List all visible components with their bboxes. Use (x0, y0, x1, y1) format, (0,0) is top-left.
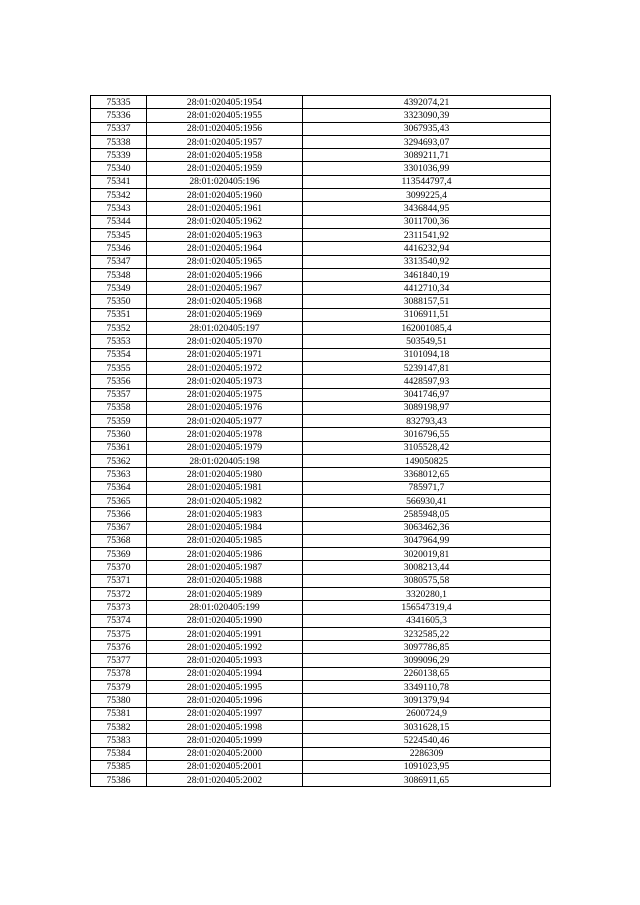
row-number-cell: 75360 (91, 428, 147, 441)
table-row (91, 534, 551, 547)
row-number-cell: 75352 (91, 322, 147, 335)
row-number-cell: 75371 (91, 574, 147, 587)
cadastral-number-cell: 28:01:020405:1975 (147, 388, 303, 401)
table-row (91, 601, 551, 614)
value-cell: 785971,7 (303, 481, 551, 494)
cadastral-number-cell: 28:01:020405:1969 (147, 308, 303, 321)
cadastral-number-cell: 28:01:020405:2002 (147, 774, 303, 787)
value-cell: 4416232,94 (303, 242, 551, 255)
value-cell: 162001085,4 (303, 322, 551, 335)
value-cell: 156547319,4 (303, 601, 551, 614)
table-row (91, 135, 551, 148)
value-cell: 3294693,07 (303, 135, 551, 148)
cadastral-number-cell: 28:01:020405:196 (147, 175, 303, 188)
cadastral-number-cell: 28:01:020405:1973 (147, 375, 303, 388)
table-row (91, 96, 551, 109)
cadastral-number-cell: 28:01:020405:2001 (147, 760, 303, 773)
cadastral-number-cell: 28:01:020405:1999 (147, 734, 303, 747)
table-row (91, 734, 551, 747)
table-row (91, 335, 551, 348)
value-cell: 4392074,21 (303, 96, 551, 109)
row-number-cell: 75382 (91, 720, 147, 733)
table-row (91, 375, 551, 388)
cadastral-number-cell: 28:01:020405:1968 (147, 295, 303, 308)
cadastral-number-cell: 28:01:020405:1966 (147, 268, 303, 281)
value-cell: 832793,43 (303, 415, 551, 428)
value-cell: 3232585,22 (303, 627, 551, 640)
value-cell: 2260138,65 (303, 667, 551, 680)
row-number-cell: 75359 (91, 415, 147, 428)
cadastral-number-cell: 28:01:020405:1958 (147, 149, 303, 162)
cadastral-number-cell: 28:01:020405:1960 (147, 189, 303, 202)
value-cell: 3063462,36 (303, 521, 551, 534)
table-row (91, 175, 551, 188)
row-number-cell: 75370 (91, 561, 147, 574)
value-cell: 3008213,44 (303, 561, 551, 574)
table-body (91, 96, 551, 787)
table-row (91, 548, 551, 561)
row-number-cell: 75342 (91, 189, 147, 202)
cadastral-number-cell: 28:01:020405:1983 (147, 508, 303, 521)
value-cell: 3089211,71 (303, 149, 551, 162)
table-row (91, 228, 551, 241)
value-cell: 3016796,55 (303, 428, 551, 441)
row-number-cell: 75366 (91, 508, 147, 521)
value-cell: 3086911,65 (303, 774, 551, 787)
cadastral-number-cell: 28:01:020405:198 (147, 455, 303, 468)
cadastral-value-table (90, 95, 551, 787)
table-row (91, 189, 551, 202)
cadastral-number-cell: 28:01:020405:199 (147, 601, 303, 614)
row-number-cell: 75335 (91, 96, 147, 109)
cadastral-number-cell: 28:01:020405:1976 (147, 401, 303, 414)
table-row (91, 268, 551, 281)
row-number-cell: 75384 (91, 747, 147, 760)
value-cell: 3088157,51 (303, 295, 551, 308)
value-cell: 3097786,85 (303, 641, 551, 654)
cadastral-number-cell: 28:01:020405:1996 (147, 694, 303, 707)
value-cell: 3020019,81 (303, 548, 551, 561)
row-number-cell: 75339 (91, 149, 147, 162)
table-row (91, 162, 551, 175)
cadastral-number-cell: 28:01:020405:1961 (147, 202, 303, 215)
table-row (91, 255, 551, 268)
table-row (91, 720, 551, 733)
table-row (91, 322, 551, 335)
table-row (91, 282, 551, 295)
cadastral-number-cell: 28:01:020405:1986 (147, 548, 303, 561)
table-row (91, 481, 551, 494)
value-cell: 3323090,39 (303, 109, 551, 122)
table-row (91, 202, 551, 215)
row-number-cell: 75361 (91, 441, 147, 454)
row-number-cell: 75338 (91, 135, 147, 148)
row-number-cell: 75348 (91, 268, 147, 281)
value-cell: 3099225,4 (303, 189, 551, 202)
cadastral-number-cell: 28:01:020405:1988 (147, 574, 303, 587)
table-row (91, 508, 551, 521)
table-row (91, 494, 551, 507)
value-cell: 4341605,3 (303, 614, 551, 627)
row-number-cell: 75378 (91, 667, 147, 680)
row-number-cell: 75376 (91, 641, 147, 654)
cadastral-number-cell: 28:01:020405:1991 (147, 627, 303, 640)
row-number-cell: 75353 (91, 335, 147, 348)
table-row (91, 388, 551, 401)
cadastral-number-cell: 28:01:020405:1980 (147, 468, 303, 481)
table-row (91, 760, 551, 773)
table-row (91, 215, 551, 228)
row-number-cell: 75385 (91, 760, 147, 773)
cadastral-number-cell: 28:01:020405:1954 (147, 96, 303, 109)
cadastral-number-cell: 28:01:020405:1997 (147, 707, 303, 720)
cadastral-number-cell: 28:01:020405:1989 (147, 587, 303, 600)
row-number-cell: 75362 (91, 455, 147, 468)
row-number-cell: 75379 (91, 681, 147, 694)
row-number-cell: 75337 (91, 122, 147, 135)
value-cell: 3031628,15 (303, 720, 551, 733)
cadastral-number-cell: 28:01:020405:1972 (147, 361, 303, 374)
table-row (91, 654, 551, 667)
row-number-cell: 75343 (91, 202, 147, 215)
row-number-cell: 75375 (91, 627, 147, 640)
table-row (91, 521, 551, 534)
row-number-cell: 75341 (91, 175, 147, 188)
table-row (91, 295, 551, 308)
table-row (91, 667, 551, 680)
row-number-cell: 75351 (91, 308, 147, 321)
value-cell: 3089198,97 (303, 401, 551, 414)
row-number-cell: 75349 (91, 282, 147, 295)
value-cell: 2600724,9 (303, 707, 551, 720)
value-cell: 5239147,81 (303, 361, 551, 374)
value-cell: 4428597,93 (303, 375, 551, 388)
row-number-cell: 75363 (91, 468, 147, 481)
value-cell: 3099096,29 (303, 654, 551, 667)
value-cell: 5224540,46 (303, 734, 551, 747)
value-cell: 1091023,95 (303, 760, 551, 773)
row-number-cell: 75340 (91, 162, 147, 175)
row-number-cell: 75346 (91, 242, 147, 255)
value-cell: 2286309 (303, 747, 551, 760)
cadastral-number-cell: 28:01:020405:2000 (147, 747, 303, 760)
cadastral-number-cell: 28:01:020405:1962 (147, 215, 303, 228)
cadastral-number-cell: 28:01:020405:1971 (147, 348, 303, 361)
row-number-cell: 75369 (91, 548, 147, 561)
cadastral-number-cell: 28:01:020405:1985 (147, 534, 303, 547)
row-number-cell: 75374 (91, 614, 147, 627)
table-row (91, 707, 551, 720)
row-number-cell: 75364 (91, 481, 147, 494)
cadastral-number-cell: 28:01:020405:1987 (147, 561, 303, 574)
cadastral-number-cell: 28:01:020405:1964 (147, 242, 303, 255)
table-row (91, 641, 551, 654)
table-row (91, 774, 551, 787)
cadastral-number-cell: 28:01:020405:1990 (147, 614, 303, 627)
table-row (91, 747, 551, 760)
row-number-cell: 75355 (91, 361, 147, 374)
row-number-cell: 75357 (91, 388, 147, 401)
table-row (91, 681, 551, 694)
cadastral-number-cell: 28:01:020405:1970 (147, 335, 303, 348)
table-row (91, 455, 551, 468)
table-row (91, 468, 551, 481)
value-cell: 3313540,92 (303, 255, 551, 268)
table-row (91, 122, 551, 135)
value-cell: 3091379,94 (303, 694, 551, 707)
row-number-cell: 75372 (91, 587, 147, 600)
value-cell: 3320280,1 (303, 587, 551, 600)
table-row (91, 361, 551, 374)
row-number-cell: 75373 (91, 601, 147, 614)
table-row (91, 415, 551, 428)
row-number-cell: 75347 (91, 255, 147, 268)
cadastral-number-cell: 28:01:020405:1957 (147, 135, 303, 148)
table-row (91, 428, 551, 441)
value-cell: 3461840,19 (303, 268, 551, 281)
value-cell: 3105528,42 (303, 441, 551, 454)
table-row (91, 109, 551, 122)
table-row (91, 149, 551, 162)
row-number-cell: 75381 (91, 707, 147, 720)
value-cell: 3041746,97 (303, 388, 551, 401)
cadastral-number-cell: 28:01:020405:1995 (147, 681, 303, 694)
cadastral-number-cell: 28:01:020405:1984 (147, 521, 303, 534)
table-row (91, 627, 551, 640)
value-cell: 3436844,95 (303, 202, 551, 215)
cadastral-number-cell: 28:01:020405:1967 (147, 282, 303, 295)
cadastral-number-cell: 28:01:020405:1979 (147, 441, 303, 454)
cadastral-number-cell: 28:01:020405:1993 (147, 654, 303, 667)
row-number-cell: 75365 (91, 494, 147, 507)
row-number-cell: 75350 (91, 295, 147, 308)
table-row (91, 614, 551, 627)
value-cell: 3080575,58 (303, 574, 551, 587)
row-number-cell: 75368 (91, 534, 147, 547)
cadastral-number-cell: 28:01:020405:1963 (147, 228, 303, 241)
value-cell: 4412710,34 (303, 282, 551, 295)
row-number-cell: 75356 (91, 375, 147, 388)
cadastral-number-cell: 28:01:020405:1992 (147, 641, 303, 654)
value-cell: 3067935,43 (303, 122, 551, 135)
cadastral-number-cell: 28:01:020405:197 (147, 322, 303, 335)
value-cell: 149050825 (303, 455, 551, 468)
table-row (91, 574, 551, 587)
value-cell: 3101094,18 (303, 348, 551, 361)
value-cell: 3047964,99 (303, 534, 551, 547)
row-number-cell: 75380 (91, 694, 147, 707)
cadastral-number-cell: 28:01:020405:1978 (147, 428, 303, 441)
value-cell: 3368012,65 (303, 468, 551, 481)
value-cell: 503549,51 (303, 335, 551, 348)
value-cell: 3011700,36 (303, 215, 551, 228)
table-row (91, 561, 551, 574)
row-number-cell: 75345 (91, 228, 147, 241)
row-number-cell: 75386 (91, 774, 147, 787)
row-number-cell: 75354 (91, 348, 147, 361)
table-row (91, 401, 551, 414)
value-cell: 2311541,92 (303, 228, 551, 241)
table-row (91, 242, 551, 255)
cadastral-number-cell: 28:01:020405:1955 (147, 109, 303, 122)
row-number-cell: 75377 (91, 654, 147, 667)
value-cell: 3301036,99 (303, 162, 551, 175)
cadastral-number-cell: 28:01:020405:1959 (147, 162, 303, 175)
cadastral-number-cell: 28:01:020405:1998 (147, 720, 303, 733)
row-number-cell: 75383 (91, 734, 147, 747)
cadastral-number-cell: 28:01:020405:1982 (147, 494, 303, 507)
row-number-cell: 75344 (91, 215, 147, 228)
table-row (91, 441, 551, 454)
table-row (91, 694, 551, 707)
row-number-cell: 75336 (91, 109, 147, 122)
value-cell: 3106911,51 (303, 308, 551, 321)
table-row (91, 348, 551, 361)
cadastral-number-cell: 28:01:020405:1994 (147, 667, 303, 680)
value-cell: 566930,41 (303, 494, 551, 507)
table-row (91, 308, 551, 321)
table-row (91, 587, 551, 600)
row-number-cell: 75367 (91, 521, 147, 534)
value-cell: 3349110,78 (303, 681, 551, 694)
cadastral-number-cell: 28:01:020405:1981 (147, 481, 303, 494)
cadastral-number-cell: 28:01:020405:1977 (147, 415, 303, 428)
cadastral-number-cell: 28:01:020405:1965 (147, 255, 303, 268)
cadastral-number-cell: 28:01:020405:1956 (147, 122, 303, 135)
row-number-cell: 75358 (91, 401, 147, 414)
value-cell: 2585948,05 (303, 508, 551, 521)
value-cell: 113544797,4 (303, 175, 551, 188)
